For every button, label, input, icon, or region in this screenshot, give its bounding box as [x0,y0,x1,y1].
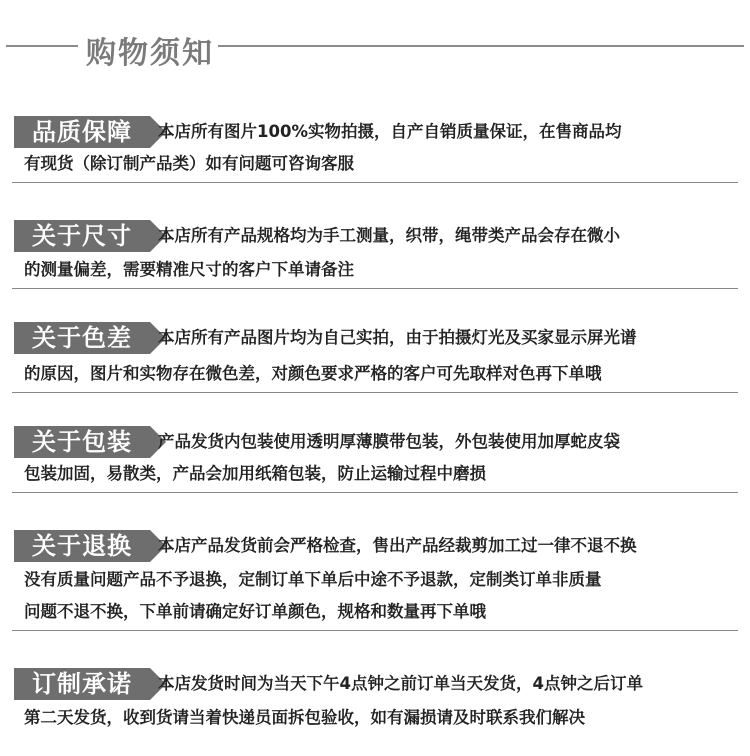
section-label: 订制承诺 [14,668,150,700]
section-text-line: 没有质量问题产品不予退换，定制订单下单后中途不予退款，定制类订单非质量 [24,570,602,589]
section-text-line: 本店发货时间为当天下午4点钟之前订单当天发货，4点钟之后订单 [158,674,643,693]
section-label: 关于尺寸 [14,220,150,252]
section-text-line: 本店产品发货前会严格检查，售出产品经裁剪加工过一律不退不换 [158,536,637,555]
section-label: 品质保障 [14,116,150,148]
section-text-line: 第二天发货，收到货请当着快递员面拆包验收，如有漏损请及时联系我们解决 [24,708,585,727]
section-text-line: 的原因，图片和实物存在微色差，对颜色要求严格的客户可先取样对色再下单哦 [24,364,602,383]
section-divider [12,288,738,289]
section-text-line: 问题不退不换，下单前请确定好订单颜色，规格和数量再下单哦 [24,602,486,621]
section-divider [12,630,738,631]
section-label: 关于色差 [14,322,150,354]
section-divider [12,392,738,393]
section-divider [12,182,738,183]
section-label: 关于退换 [14,530,150,562]
section-text-line: 有现货（除订制产品类）如有问题可咨询客服 [24,154,354,173]
section-text-line: 包装加固，易散类，产品会加用纸箱包装，防止运输过程中磨损 [24,464,486,483]
section-text-line: 产品发货内包装使用透明厚薄膜带包装，外包装使用加厚蛇皮袋 [158,432,620,451]
section-text-line: 本店所有图片100%实物拍摄，自产自销质量保证，在售商品均 [158,122,622,141]
section-text-line: 本店所有产品图片均为自己实拍，由于拍摄灯光及买家显示屏光谱 [158,328,637,347]
section-text-line: 的测量偏差，需要精准尺寸的客户下单请备注 [24,260,354,279]
section-label: 关于包装 [14,426,150,458]
header-divider-right [218,45,744,47]
section-text-line: 本店所有产品规格均为手工测量，织带，绳带类产品会存在微小 [158,226,620,245]
page-header [0,28,750,71]
header-divider-left [6,45,78,47]
section-divider [12,492,738,493]
page-title: 购物须知 [86,36,214,71]
